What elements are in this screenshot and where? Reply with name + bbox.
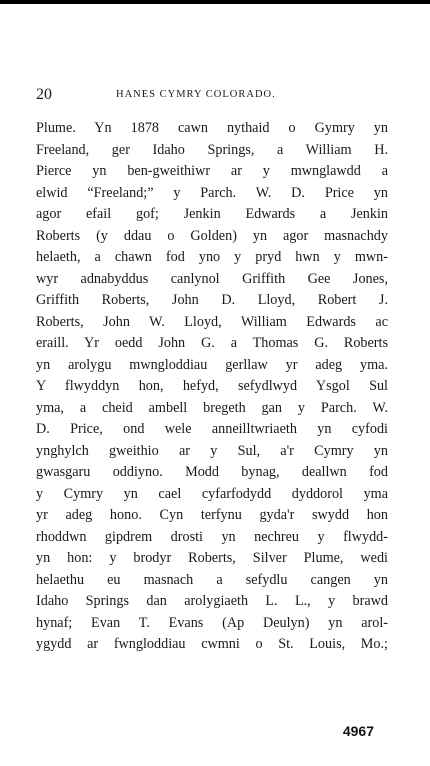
text-line: Plume. Yn 1878 cawn nythaid o Gymry yn: [36, 120, 388, 136]
page-number: 20: [36, 86, 52, 103]
text-line: Roberts, John W. Lloyd, William Edwards ac: [36, 313, 388, 330]
text-line: helaethu eu masnach a sefydlu cangen yn: [36, 571, 388, 588]
text-line: Y flwyddyn hon, hefyd, sefydlwyd Ysgol Sul: [36, 378, 388, 394]
text-line: Griffith Roberts, John D. Lloyd, Robert J.: [36, 292, 388, 308]
text-line: Freeland, ger Idaho Springs, a William H.: [36, 141, 388, 158]
text-line: elwid “Freeland;” y Parch. W. D. Price yn: [36, 184, 388, 201]
text-line: yr adeg hono. Cyn terfynu gyda'r swydd hon: [36, 507, 388, 523]
text-line: ynghylch gweithio ar y Sul, a'r Cymry yn: [36, 442, 388, 459]
text-line: rhoddwn gipdrem drosti yn nechreu y flwydd-: [36, 528, 388, 545]
text-line: y Cymry yn cael cyfarfodydd dyddorol yma: [36, 485, 388, 502]
text-line: Pierce yn ben-gweithiwr ar y mwnglawdd a: [36, 163, 388, 179]
running-title: HANES CYMRY COLORADO.: [116, 89, 276, 100]
text-line: yma, a cheid ambell bregeth gan y Parch. W.: [36, 399, 388, 416]
text-line: eraill. Yr oedd John G. a Thomas G. Roberts: [36, 335, 388, 351]
page-id: 4967: [342, 723, 374, 739]
text-line: agor efail gof; Jenkin Edwards a Jenkin: [36, 206, 388, 222]
text-line: yn hon: y brodyr Roberts, Silver Plume, wedi: [36, 550, 388, 566]
body-text: [36, 118, 388, 656]
text-line: gwasgaru oddiyno. Modd bynag, deallwn fod: [36, 464, 388, 480]
text-line: Idaho Springs dan arolygiaeth L. L., y brawd: [36, 593, 388, 609]
text-line: hynaf; Evan T. Evans (Ap Deulyn) yn arol-: [36, 614, 388, 631]
text-line: ygydd ar fwngloddiau cwmni o St. Louis, Mo.;: [36, 636, 388, 652]
text-line: yn arolygu mwngloddiau gerllaw yr adeg yma.: [36, 356, 388, 373]
text-line: Roberts (y ddau o Golden) yn agor masnachdy: [36, 227, 388, 244]
page-header: [36, 86, 388, 106]
text-line: helaeth, a chawn fod yno y pryd hwn y mwn-: [36, 249, 388, 265]
top-border: [0, 0, 430, 4]
text-line: wyr adnabyddus canlynol Griffith Gee Jones,: [36, 270, 388, 287]
text-line: D. Price, ond wele anneilltwriaeth yn cyfodi: [36, 421, 388, 437]
